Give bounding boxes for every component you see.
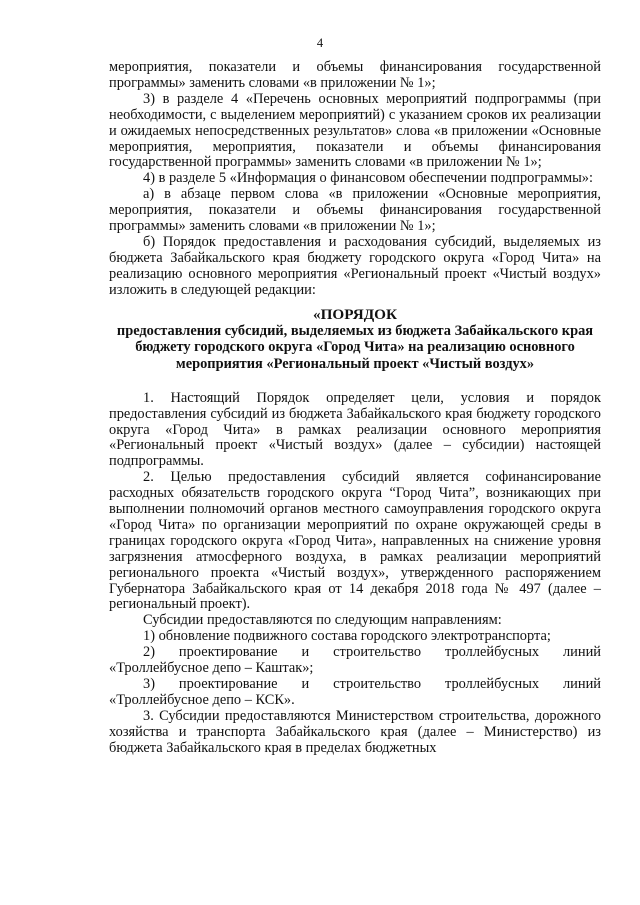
document-title: «ПОРЯДОК xyxy=(313,305,397,323)
paragraph-item-a: а) в абзаце первом слова «в приложении «Основные мероприятия, мероприятия, показатели и объемы финансирования государственной программы» заменить словами «в приложении № 1»; xyxy=(109,186,601,235)
document-subtitle: предоставления субсидий, выделяемых из бюджета Забайкальского края бюджету городского округа «Город Чита» на реализацию основного мероприятия «Региональный проект «Чистый воздух» xyxy=(116,322,594,372)
page-number: 4 xyxy=(316,36,324,50)
clause-1: 1. Настоящий Порядок определяет цели, условия и порядок предоставления субсидий из бюджета Забайкальского края бюджету городского округа «Город Чита» в рамках реализации основного мероприятия «Региональный проект «Чистый воздух» (далее – субсидии) настоящей подпрограммы. xyxy=(109,389,601,470)
paragraph-item-b: б) Порядок предоставления и расходования субсидий, выделяемых из бюджета Забайкальского края бюджету городского округа «Город Чита» на реализацию основного мероприятия «Региональный проект «Чистый воздух» изложить в следующей редакции: xyxy=(109,233,601,298)
clause-2: 2. Целью предоставления субсидий является софинансирование расходных обязательств городского округа “Город Чита”, возникающих при выполнении полномочий органов местного самоуправления городского округа «Город Чита» по организации мероприятий по охране окружающей среды в границах городского округа «Город Чита», направленных на снижение уровня загрязнения атмосферного воздуха, в рамках реализации мероприятий регионального проекта «Чистый воздух», утвержденного распоряжением Губернатора Забайкальского края от 14 декабря 2018 года № 497 (далее – региональный проект). xyxy=(109,469,601,613)
document-body xyxy=(109,60,601,757)
paragraph-item-3: 3) в разделе 4 «Перечень основных мероприятий подпрограммы (при необходимости, с выделением мероприятий) с указанием сроков их реализации и ожидаемых непосредственных результатов» слова «в приложении «Основные мероприятия, мероприятия, показатели и объемы финансирования государственной программы» заменить словами «в приложении № 1»; xyxy=(109,90,601,171)
clause-3: 3. Субсидии предоставляются Министерством строительства, дорожного хозяйства и транспорта Забайкальского края (далее – Министерство) из бюджета Забайкальского края в пределах бюджетных xyxy=(109,707,601,756)
spacer xyxy=(109,373,601,391)
paragraph-item-4: 4) в разделе 5 «Информация о финансовом обеспечении подпрограммы»: xyxy=(143,170,593,187)
directions-intro: Субсидии предоставляются по следующим направлениям: xyxy=(143,612,502,629)
paragraph-continuation: мероприятия, показатели и объемы финансирования государственной программы» заменить словами «в приложении № 1»; xyxy=(109,59,601,91)
direction-1: 1) обновление подвижного состава городского электротранспорта; xyxy=(143,628,551,645)
direction-3: 3) проектирование и строительство троллейбусных линий «Троллейбусное депо – КСК». xyxy=(109,676,601,708)
direction-2: 2) проектирование и строительство троллейбусных линий «Троллейбусное депо – Каштак»; xyxy=(109,644,601,677)
